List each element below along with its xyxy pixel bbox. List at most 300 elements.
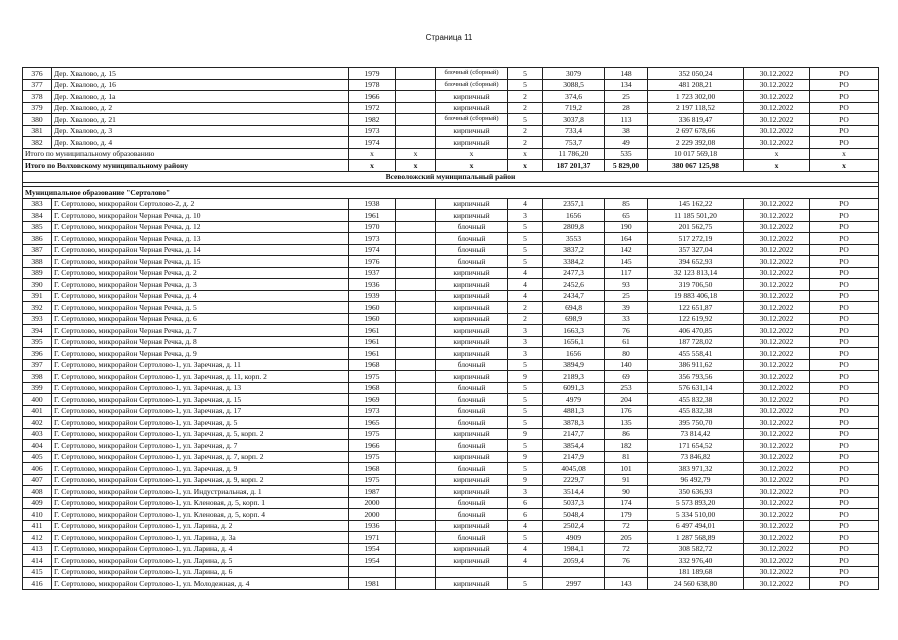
cell-type: РО (810, 137, 879, 149)
cell-type: РО (810, 474, 879, 486)
cell-cost: 455 558,41 (648, 348, 744, 360)
cell-floors: 5 (508, 578, 543, 590)
cell-num: 379 (23, 102, 52, 114)
cell-year: 1960 (349, 313, 396, 325)
cell-residents: 174 (605, 497, 648, 509)
total-district-row (23, 160, 879, 172)
cell-col4 (396, 198, 436, 210)
table-row (23, 302, 879, 314)
cell-year: 1973 (349, 125, 396, 137)
cell-material: блочный (436, 532, 508, 544)
cell-num: 404 (23, 440, 52, 452)
cell-material: кирпичный (436, 555, 508, 567)
cell-address: Г. Сертолово, микрорайон Сертолово-1, ул. Заречная, д. 5 (52, 417, 349, 429)
cell-year: 1965 (349, 417, 396, 429)
cell-date: 30.12.2022 (744, 137, 810, 149)
cell-num: 385 (23, 221, 52, 233)
cell-col4 (396, 474, 436, 486)
cell-material: кирпичный (436, 313, 508, 325)
cell-material: блочный (436, 405, 508, 417)
cell-address: Г. Сертолово, микрорайон Сертолово-1, ул. Заречная, д. 11, корп. 2 (52, 371, 349, 383)
cell-year: 1981 (349, 578, 396, 590)
cell-date: 30.12.2022 (744, 198, 810, 210)
cell-date: 30.12.2022 (744, 359, 810, 371)
cell-area: 2452,6 (543, 279, 605, 291)
cell-col4 (396, 520, 436, 532)
cell-residents: 80 (605, 348, 648, 360)
cell-address: Г. Сертолово, микрорайон Сертолово-1, ул. Кленовая, д. 5, корп. 1 (52, 497, 349, 509)
cell-address: Г. Сертолово, микрорайон Сертолово-1, ул. Заречная, д. 5, корп. 2 (52, 428, 349, 440)
cell-address: Г. Сертолово, микрорайон Сертолово-1, ул. Заречная, д. 7, корп. 2 (52, 451, 349, 463)
cell-area: 3837,2 (543, 244, 605, 256)
cell-material: блочный (436, 497, 508, 509)
cell-date: 30.12.2022 (744, 290, 810, 302)
cell-residents: 134 (605, 79, 648, 91)
cell-residents: 91 (605, 474, 648, 486)
table-row (23, 428, 879, 440)
cell-floors: 2 (508, 91, 543, 103)
cell-address: Г. Сертолово, микрорайон Сертолово-1, ул. Ларина, д. 2 (52, 520, 349, 532)
cell-floors: 5 (508, 463, 543, 475)
cell-area: 2997 (543, 578, 605, 590)
cell-material: кирпичный (436, 125, 508, 137)
table-totals (23, 148, 879, 198)
cell-material: блочный (436, 233, 508, 245)
cell-material: кирпичный (436, 137, 508, 149)
total-municipal-c4: х (508, 148, 543, 160)
cell-date: 30.12.2022 (744, 474, 810, 486)
cell-material: кирпичный (436, 91, 508, 103)
cell-cost: 24 560 638,80 (648, 578, 744, 590)
cell-date: 30.12.2022 (744, 555, 810, 567)
cell-cost: 356 793,56 (648, 371, 744, 383)
cell-cost: 73 846,82 (648, 451, 744, 463)
cell-material: блочный (436, 417, 508, 429)
cell-floors: 3 (508, 336, 543, 348)
cell-num: 413 (23, 543, 52, 555)
cell-col4 (396, 233, 436, 245)
cell-address: Г. Сертолово, микрорайон Черная Речка, д. 3 (52, 279, 349, 291)
cell-date: 30.12.2022 (744, 417, 810, 429)
cell-residents: 33 (605, 313, 648, 325)
cell-address: Г. Сертолово, микрорайон Черная Речка, д. 6 (52, 313, 349, 325)
table-row (23, 125, 879, 137)
cell-residents: 65 (605, 210, 648, 222)
cell-material: кирпичный (436, 578, 508, 590)
cell-year: 1973 (349, 405, 396, 417)
cell-type: РО (810, 336, 879, 348)
cell-type: РО (810, 233, 879, 245)
cell-year: 1975 (349, 474, 396, 486)
cell-year: 1975 (349, 371, 396, 383)
table-row (23, 221, 879, 233)
cell-floors: 9 (508, 371, 543, 383)
cell-date: 30.12.2022 (744, 394, 810, 406)
cell-col4 (396, 566, 436, 578)
cell-floors: 9 (508, 474, 543, 486)
cell-date: 30.12.2022 (744, 79, 810, 91)
cell-cost: 406 470,85 (648, 325, 744, 337)
cell-address: Г. Сертолово, микрорайон Сертолово-1, ул. Ларина, д. 6 (52, 566, 349, 578)
cell-type: РО (810, 221, 879, 233)
cell-residents: 148 (605, 68, 648, 80)
cell-date: 30.12.2022 (744, 520, 810, 532)
table-row (23, 486, 879, 498)
cell-area: 3878,3 (543, 417, 605, 429)
cell-address: Г. Сертолово, микрорайон Сертолово-1, ул. Кленовая, д. 5, корп. 4 (52, 509, 349, 521)
table-row (23, 440, 879, 452)
cell-area: 2502,4 (543, 520, 605, 532)
cell-col4 (396, 371, 436, 383)
cell-material: кирпичный (436, 543, 508, 555)
cell-type: РО (810, 440, 879, 452)
cell-area: 1663,3 (543, 325, 605, 337)
cell-cost: 6 497 494,01 (648, 520, 744, 532)
cell-area: 3088,5 (543, 79, 605, 91)
cell-area: 3037,8 (543, 114, 605, 126)
cell-material: кирпичный (436, 486, 508, 498)
cell-cost: 308 582,72 (648, 543, 744, 555)
municipality-title-row (23, 187, 879, 199)
cell-date: 30.12.2022 (744, 486, 810, 498)
cell-type: РО (810, 325, 879, 337)
cell-residents: 61 (605, 336, 648, 348)
cell-area: 4909 (543, 532, 605, 544)
cell-col4 (396, 325, 436, 337)
cell-residents: 190 (605, 221, 648, 233)
cell-address: Г. Сертолово, микрорайон Сертолово-1, ул. Индустриальная, д. 1 (52, 486, 349, 498)
total-municipal-c2: х (396, 148, 436, 160)
cell-col4 (396, 279, 436, 291)
cell-area: 1984,1 (543, 543, 605, 555)
cell-cost: 395 750,70 (648, 417, 744, 429)
cell-floors: 4 (508, 543, 543, 555)
cell-cost: 11 185 501,20 (648, 210, 744, 222)
cell-year: 1973 (349, 233, 396, 245)
cell-residents: 143 (605, 578, 648, 590)
cell-type: РО (810, 210, 879, 222)
cell-residents: 145 (605, 256, 648, 268)
cell-residents: 176 (605, 405, 648, 417)
cell-type: РО (810, 578, 879, 590)
cell-type: РО (810, 405, 879, 417)
cell-floors: 5 (508, 221, 543, 233)
cell-type: РО (810, 359, 879, 371)
cell-col4 (396, 313, 436, 325)
cell-year: 1972 (349, 102, 396, 114)
cell-type: РО (810, 451, 879, 463)
cell-material: кирпичный (436, 210, 508, 222)
cell-material: кирпичный (436, 520, 508, 532)
cell-year: 1961 (349, 336, 396, 348)
cell-type: РО (810, 532, 879, 544)
cell-floors: 6 (508, 509, 543, 521)
cell-year (349, 566, 396, 578)
cell-date: 30.12.2022 (744, 91, 810, 103)
cell-date: 30.12.2022 (744, 543, 810, 555)
cell-year: 1939 (349, 290, 396, 302)
cell-year: 1966 (349, 440, 396, 452)
cell-year: 1974 (349, 244, 396, 256)
cell-year: 1975 (349, 428, 396, 440)
total-district-c5: х (744, 160, 810, 172)
cell-col4 (396, 543, 436, 555)
cell-residents: 164 (605, 233, 648, 245)
cell-material: блочный (сборный) (436, 114, 508, 126)
table-row (23, 79, 879, 91)
cell-year: 1960 (349, 302, 396, 314)
cell-year: 1961 (349, 348, 396, 360)
cell-residents: 140 (605, 359, 648, 371)
cell-date: 30.12.2022 (744, 336, 810, 348)
cell-year: 1974 (349, 137, 396, 149)
table-row (23, 520, 879, 532)
cell-address: Г. Сертолово, микрорайон Черная Речка, д. 14 (52, 244, 349, 256)
table-row (23, 578, 879, 590)
table-row (23, 555, 879, 567)
cell-date: 30.12.2022 (744, 267, 810, 279)
cell-floors: 2 (508, 102, 543, 114)
cell-area (543, 566, 605, 578)
cell-address: Дер. Хвалово, д. 3 (52, 125, 349, 137)
cell-residents: 204 (605, 394, 648, 406)
cell-residents: 39 (605, 302, 648, 314)
cell-address: Г. Сертолово, микрорайон Черная Речка, д. 10 (52, 210, 349, 222)
cell-date: 30.12.2022 (744, 509, 810, 521)
cell-date: 30.12.2022 (744, 244, 810, 256)
cell-floors: 5 (508, 233, 543, 245)
table-section-sertolovo (23, 198, 879, 589)
cell-area: 5048,4 (543, 509, 605, 521)
cell-col4 (396, 382, 436, 394)
cell-date: 30.12.2022 (744, 125, 810, 137)
cell-cost: 32 123 813,14 (648, 267, 744, 279)
cell-cost: 2 697 678,66 (648, 125, 744, 137)
cell-area: 3384,2 (543, 256, 605, 268)
cell-area: 374,6 (543, 91, 605, 103)
cell-material: блочный (сборный) (436, 68, 508, 80)
cell-residents: 113 (605, 114, 648, 126)
cell-material: блочный (436, 440, 508, 452)
cell-residents: 179 (605, 509, 648, 521)
cell-area: 2357,1 (543, 198, 605, 210)
cell-num: 394 (23, 325, 52, 337)
cell-address: Г. Сертолово, микрорайон Черная Речка, д. 13 (52, 233, 349, 245)
cell-cost: 576 631,14 (648, 382, 744, 394)
cell-residents: 86 (605, 428, 648, 440)
cell-area: 2434,7 (543, 290, 605, 302)
cell-num: 393 (23, 313, 52, 325)
cell-floors: 3 (508, 210, 543, 222)
cell-floors: 2 (508, 302, 543, 314)
cell-address: Г. Сертолово, микрорайон Черная Речка, д. 8 (52, 336, 349, 348)
cell-floors: 4 (508, 520, 543, 532)
cell-type: РО (810, 566, 879, 578)
cell-col4 (396, 405, 436, 417)
cell-col4 (396, 267, 436, 279)
cell-type: РО (810, 302, 879, 314)
table-row (23, 543, 879, 555)
cell-type: РО (810, 114, 879, 126)
cell-address: Г. Сертолово, микрорайон Сертолово-1, ул. Ларина, д. 4 (52, 543, 349, 555)
cell-cost: 357 327,04 (648, 244, 744, 256)
table-row (23, 336, 879, 348)
cell-num: 416 (23, 578, 52, 590)
cell-cost: 386 911,62 (648, 359, 744, 371)
cell-cost: 517 272,19 (648, 233, 744, 245)
cell-num: 411 (23, 520, 52, 532)
cell-date: 30.12.2022 (744, 210, 810, 222)
table-row (23, 405, 879, 417)
table-row (23, 279, 879, 291)
total-municipal-row (23, 148, 879, 160)
cell-num: 380 (23, 114, 52, 126)
cell-date: 30.12.2022 (744, 405, 810, 417)
cell-floors: 5 (508, 114, 543, 126)
cell-area: 3553 (543, 233, 605, 245)
cell-year: 1966 (349, 91, 396, 103)
cell-address: Г. Сертолово, микрорайон Сертолово-2, д. 2 (52, 198, 349, 210)
cell-type: РО (810, 543, 879, 555)
cell-type: РО (810, 348, 879, 360)
cell-col4 (396, 336, 436, 348)
cell-type: РО (810, 198, 879, 210)
cell-material: кирпичный (436, 198, 508, 210)
cell-residents: 182 (605, 440, 648, 452)
cell-area: 1656 (543, 210, 605, 222)
cell-floors: 5 (508, 440, 543, 452)
cell-cost: 1 287 568,89 (648, 532, 744, 544)
cell-num: 399 (23, 382, 52, 394)
table-row (23, 210, 879, 222)
total-municipal-area: 11 786,20 (543, 148, 605, 160)
cell-address: Дер. Хвалово, д. 21 (52, 114, 349, 126)
cell-cost: 73 814,42 (648, 428, 744, 440)
cell-material: кирпичный (436, 371, 508, 383)
cell-col4 (396, 440, 436, 452)
cell-address: Дер. Хвалово, д. 16 (52, 79, 349, 91)
cell-year: 1987 (349, 486, 396, 498)
cell-material: блочный (436, 359, 508, 371)
cell-address: Г. Сертолово, микрорайон Черная Речка, д. 2 (52, 267, 349, 279)
cell-type: РО (810, 68, 879, 80)
cell-num: 378 (23, 91, 52, 103)
cell-num: 400 (23, 394, 52, 406)
cell-num: 408 (23, 486, 52, 498)
cell-num: 377 (23, 79, 52, 91)
total-municipal-label: Итого по муниципальному образованию (23, 148, 349, 160)
cell-floors (508, 566, 543, 578)
cell-num: 414 (23, 555, 52, 567)
cell-date: 30.12.2022 (744, 256, 810, 268)
table-row (23, 68, 879, 80)
cell-material: кирпичный (436, 474, 508, 486)
cell-num: 387 (23, 244, 52, 256)
cell-num: 406 (23, 463, 52, 475)
cell-year: 1979 (349, 68, 396, 80)
cell-material: кирпичный (436, 428, 508, 440)
cell-type: РО (810, 497, 879, 509)
table-row (23, 137, 879, 149)
cell-area: 4881,3 (543, 405, 605, 417)
cell-residents: 117 (605, 267, 648, 279)
cell-area: 2189,3 (543, 371, 605, 383)
cell-residents: 253 (605, 382, 648, 394)
cell-year: 1971 (349, 532, 396, 544)
cell-type: РО (810, 486, 879, 498)
cell-address: Г. Сертолово, микрорайон Сертолово-1, ул. Заречная, д. 17 (52, 405, 349, 417)
cell-address: Г. Сертолово, микрорайон Сертолово-1, ул. Ларина, д. 3а (52, 532, 349, 544)
table-section-volkhov (23, 68, 879, 149)
cell-material: кирпичный (436, 325, 508, 337)
table-row (23, 359, 879, 371)
cell-cost: 187 728,02 (648, 336, 744, 348)
cell-floors: 5 (508, 68, 543, 80)
cell-cost: 122 651,87 (648, 302, 744, 314)
total-district-label: Итого по Волховскому муниципальному району (23, 160, 349, 172)
cell-floors: 2 (508, 313, 543, 325)
district-title: Всеволожский муниципальный район (23, 171, 879, 183)
cell-cost: 96 492,79 (648, 474, 744, 486)
cell-date: 30.12.2022 (744, 578, 810, 590)
cell-residents (605, 566, 648, 578)
cell-date: 30.12.2022 (744, 463, 810, 475)
cell-address: Г. Сертолово, микрорайон Черная Речка, д. 12 (52, 221, 349, 233)
cell-area: 2477,3 (543, 267, 605, 279)
cell-address: Г. Сертолово, микрорайон Сертолово-1, ул. Ларина, д. 5 (52, 555, 349, 567)
table-row (23, 509, 879, 521)
cell-material: блочный (436, 509, 508, 521)
cell-floors: 3 (508, 348, 543, 360)
total-district-c2: х (396, 160, 436, 172)
cell-date: 30.12.2022 (744, 371, 810, 383)
cell-col4 (396, 114, 436, 126)
cell-num: 392 (23, 302, 52, 314)
cell-num: 395 (23, 336, 52, 348)
cell-year: 1954 (349, 543, 396, 555)
cell-type: РО (810, 267, 879, 279)
cell-type: РО (810, 102, 879, 114)
cell-type: РО (810, 428, 879, 440)
cell-floors: 5 (508, 405, 543, 417)
cell-area: 1656 (543, 348, 605, 360)
table-row (23, 91, 879, 103)
total-municipal-c1: х (349, 148, 396, 160)
page-header: Страница 11 (425, 33, 473, 42)
table-row (23, 102, 879, 114)
cell-residents: 101 (605, 463, 648, 475)
cell-date: 30.12.2022 (744, 532, 810, 544)
cell-address: Г. Сертолово, микрорайон Сертолово-1, ул. Молодежная, д. 4 (52, 578, 349, 590)
cell-address: Г. Сертолово, микрорайон Черная Речка, д. 5 (52, 302, 349, 314)
cell-year: 1982 (349, 114, 396, 126)
cell-residents: 72 (605, 520, 648, 532)
cell-type: РО (810, 256, 879, 268)
table-row (23, 371, 879, 383)
cell-cost: 319 706,50 (648, 279, 744, 291)
cell-type: РО (810, 244, 879, 256)
cell-floors: 2 (508, 137, 543, 149)
cell-residents: 25 (605, 91, 648, 103)
cell-col4 (396, 302, 436, 314)
cell-year: 1978 (349, 79, 396, 91)
cell-area: 3894,9 (543, 359, 605, 371)
total-district-cost: 380 067 125,98 (648, 160, 744, 172)
cell-residents: 28 (605, 102, 648, 114)
cell-year: 1961 (349, 325, 396, 337)
cell-cost: 145 162,22 (648, 198, 744, 210)
cell-area: 4979 (543, 394, 605, 406)
